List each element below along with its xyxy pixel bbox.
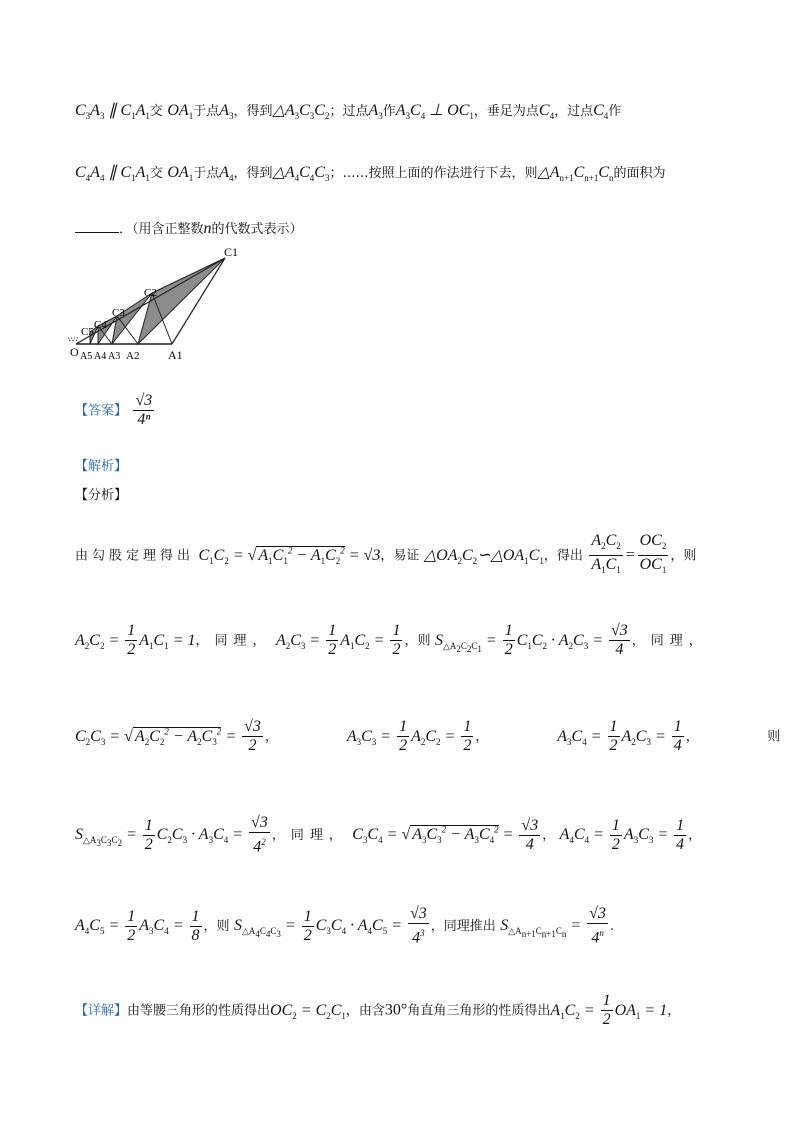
label-c1: C1 <box>224 245 239 259</box>
problem-line-3: ．（用含正整数n的代数式表示） <box>75 218 760 238</box>
analysis-heading: 【解析】 <box>75 459 128 474</box>
answer-fraction: $\frac{√3}{\text{4ⁿ}}$ <box>135 392 153 428</box>
problem-line-2: $C_4A_4$ ∥ $C_1A_1$交 $OA_1$于点$A_4$，得到$\triangle A_4C_4C_3$；……按照上面的作法进行下去，则$\triangle A_{n+1}C_{n+1}C_n$的面积为 <box>75 164 666 184</box>
label-o: O <box>70 345 79 359</box>
label-c4: C4 <box>94 319 107 331</box>
label-c3: C3 <box>112 307 125 319</box>
label-c2: C2 <box>144 287 157 299</box>
label-a1: A1 <box>168 348 183 362</box>
answer-blank <box>75 220 119 233</box>
solution-line-2: $A_2C_2$ = $\frac{1}{2}$ $A_1C_1 = 1$，同理， $A_2C_3$ = $\frac{1}{2}$ $A_1C_2$ = $\frac{1}{2}$ ，则 $S_{\triangle A_2C_2C_1}$ = $\frac{1}{2}$ $C_1C_2 \cdot A_2C_3$ = $\frac{√3}{4}$ ，同理， <box>75 622 708 658</box>
label-a2: A2 <box>126 350 140 362</box>
solution-line-4: $S_{\triangle A_3C_3C_2}$ = $\frac{1}{2}$ $C_2C_3 \cdot A_3C_4$ = $\frac{√3}{4^2}$ ，同理， $C_3C_4$ = √ $A_3C_3^2 - A_3C_4^2$ = $\frac{√3}{4}$ ， $A_4C_4$ = $\frac{1}{2}$ $A_3C_3$ = $\frac{1}{4}$ ， <box>75 814 702 856</box>
answer-line: 【答案】 $\frac{√3}{\text{4ⁿ}}$ <box>75 392 153 428</box>
label-c5: C5 <box>81 326 94 338</box>
label-a4: A4 <box>94 351 107 362</box>
detail-line: 【详解】由等腰三角形的性质得出$OC_2 = C_2C_1$，由含30°角直角三角形的性质得出$A_1C_2$ = $\frac{1}{2}$ $OA_1 = 1$， <box>75 992 681 1028</box>
solution-line-5: $A_4C_5$ = $\frac{1}{2}$ $A_3C_4$ = $\frac{1}{8}$ ，则 $S_{\triangle A_4C_4C_3}$ = $\frac{1}{2}$ $C_3C_4 \cdot A_4C_5$ = $\frac{√3}{4^3}$ ，同理推出 $S_{\triangle A_{n+1}C_{n+1}C_n}$ = $\frac{√3}{4^n}$ . <box>75 905 615 947</box>
label-a3: A3 <box>108 351 121 362</box>
label-a5: A5 <box>80 351 93 362</box>
fenxi-heading: 【分析】 <box>75 488 128 503</box>
solution-line-1: 由勾股定理得出 $C_1C_2$ = √ $A_1C_1^2 - A_1C_2^2 = √3$，易证 $\triangle OA_2C_2∽\triangle OA_1C_1$，得出 $\frac{A_2C_2}{A_1C_1}$ = $\frac{OC_2}{OC_1}$ ，则 <box>75 532 697 576</box>
geometry-figure <box>68 238 248 368</box>
problem-line-1: $C_3A_3$ ∥ $C_1A_1$交 $OA_1$于点$A_3$，得到$\triangle A_3C_3C_2$；过点$A_3$作$A_3C_4$ ⊥ $OC_1$，垂足为点$C_4$，过点$C_4$作 <box>75 102 622 122</box>
label-ellipsis: … <box>68 333 78 344</box>
solution-line-3: $C_2C_3$ = √ $A_2C_2^2 - A_2C_3^2$ = $\frac{√3}{2}$ ， $A_3C_3$ = $\frac{1}{2}$ $A_2C_2$ = $\frac{1}{2}$ ， $A_3C_4$ = $\frac{1}{2}$ $A_2C_3$ = $\frac{1}{4}$ ， 则 <box>75 718 781 754</box>
